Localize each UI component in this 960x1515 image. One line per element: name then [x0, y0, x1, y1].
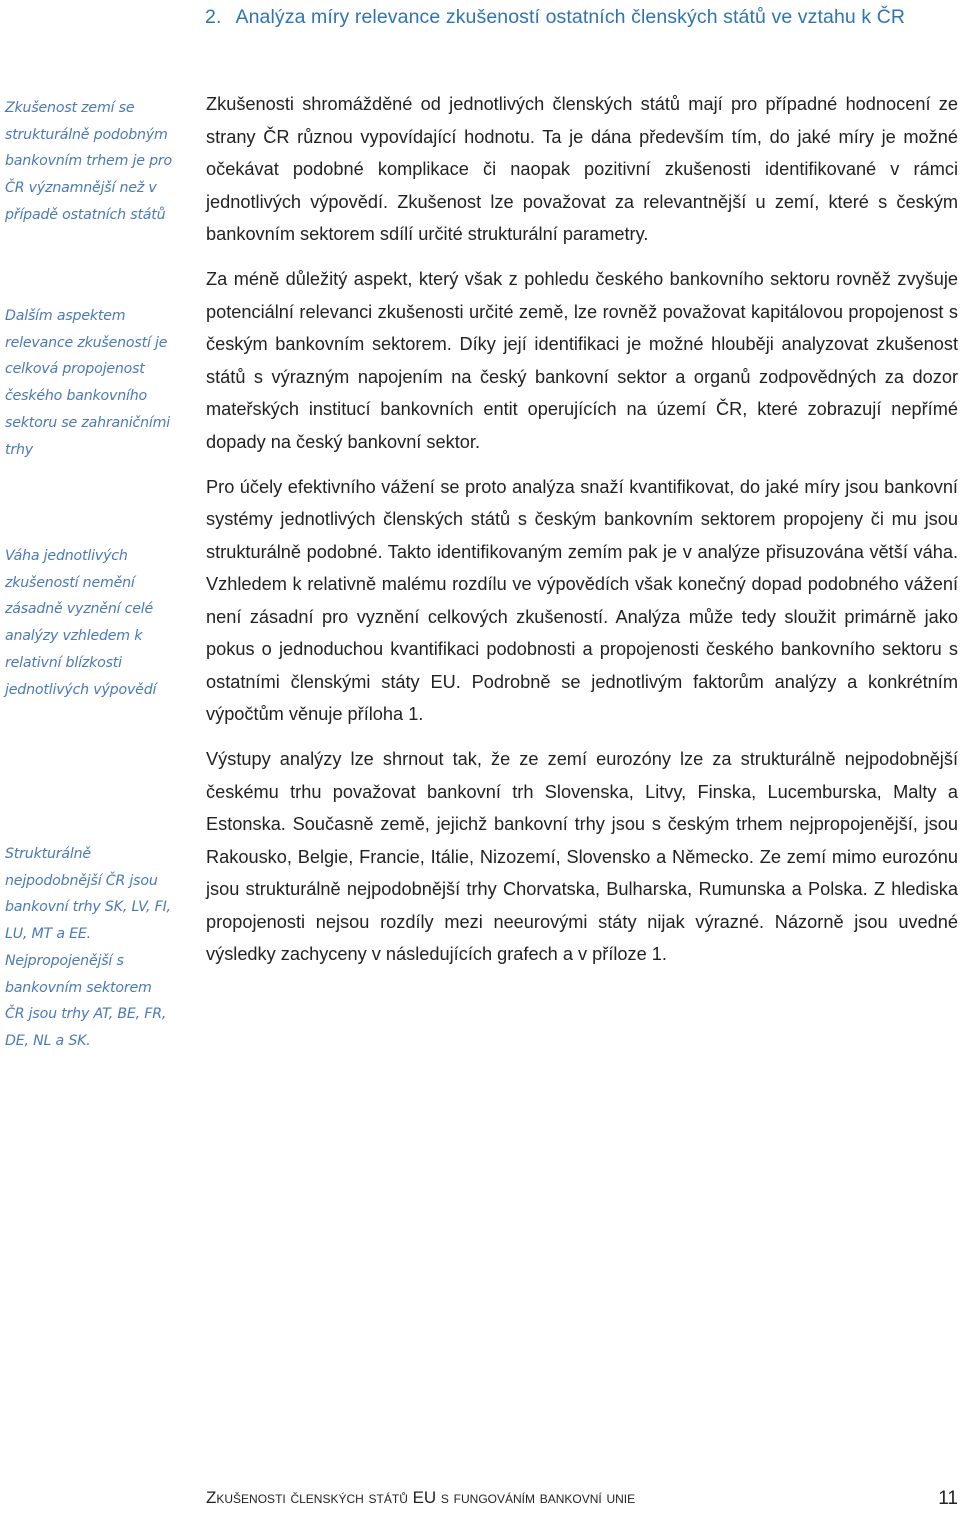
paragraph: Výstupy analýzy lze shrnout tak, že ze zemí eurozóny lze za strukturálně nejpodobnější českému trhu považovat bankovní trh Slovenska, Litvy, Finska, Lucemburska, Malty a Estonska. Současně země, jejichž bankovní trhy jsou s českým trhem nejpropojenější, jsou Rakousko, Belgie, Francie, Itálie, Nizozemí, Slovensko a Německo. Ze zemí mimo eurozónu jsou strukturálně nejpodobnější trhy Chorvatska, Bulharska, Rumunska a Polska. Z hlediska propojenosti nejsou rozdíly mezi neeurovými státy nijak výrazné. Názorně jsou uvedné výsledky zachyceny v následujících grafech a v příloze 1.	[206, 749, 958, 964]
margin-note: Váha jednotlivých zkušeností nemění zásadně vyznění celé analýzy vzhledem k relativní blízkosti jednotlivých výpovědí	[5, 548, 157, 698]
paragraph: Za méně důležitý aspekt, který však z pohledu českého bankovního sektoru rovněž zvyšuje potenciální relevanci zkušenosti určité země, lze rovněž považovat kapitálovou propojenost s českým bankovním sektorem. Díky její identifikaci je možné hlouběji analyzovat zkušenost států s výrazným napojením na český bankovní sektor a organů zodpovědných za dozor mateřských institucí bankovních entit operujících na území ČR, které zobrazují nepřímé dopady na český bankovní sektor.	[206, 269, 958, 452]
paragraph: Pro účely efektivního vážení se proto analýza snaží kvantifikovat, do jaké míry jsou bankovní systémy jednotlivých členských států s českým bankovním sektorem propojeny či mu jsou strukturálně podobné. Takto identifikovaným zemím pak je v analýze přisuzována větší váha. Vzhledem k relativně malému rozdílu ve výpovědích však konečný dopad podobného vážení není zásadní pro vyznění celkových zkušeností. Analýza může tedy sloužit primárně jako pokus o jednoduchou kvantifikaci podobnosti a propojenosti českého bankovního sektoru s ostatními členskými státy EU. Podrobně se jednotlivým faktorům analýzy a konkrétním výpočtům věnuje příloha 1.	[206, 476, 958, 724]
page-number: 11	[938, 1488, 958, 1509]
section-heading	[205, 2, 953, 33]
body-text	[206, 88, 958, 983]
margin-note: Zkušenost zemí se strukturálně podobným bankovním trhem je pro ČR významnější než v případě ostatních států	[5, 100, 172, 223]
section-title: Analýza míry relevance zkušeností ostatních členských států ve vztahu k ČR	[235, 6, 906, 28]
footer-title: Zkušenosti členských států EU s fungováním bankovní unie	[206, 1488, 636, 1507]
page-footer	[206, 1488, 958, 1515]
margin-note: Dalším aspektem relevance zkušeností je celková propojenost českého bankovního sektoru se zahraničními trhy	[5, 308, 171, 458]
paragraph: Zkušenosti shromážděné od jednotlivých členských států mají pro případné hodnocení ze strany ČR různou vypovídající hodnotu. Ta je dána především tím, do jaké míry je možné očekávat podobné komplikace či naopak pozitivní zkušenosti identifikované v rámci jednotlivých výpovědí. Zkušenost lze považovat za relevantnější u zemí, které s českým bankovním sektorem sdílí určité strukturální parametry.	[206, 94, 958, 244]
margin-note: Strukturálně nejpodobnější ČR jsou bankovní trhy SK, LV, FI, LU, MT a EE. Nejpropojenější s bankovním sektorem ČR jsou trhy AT, BE, FR, DE, NL a SK.	[5, 846, 171, 1049]
section-number: 2.	[205, 6, 222, 28]
